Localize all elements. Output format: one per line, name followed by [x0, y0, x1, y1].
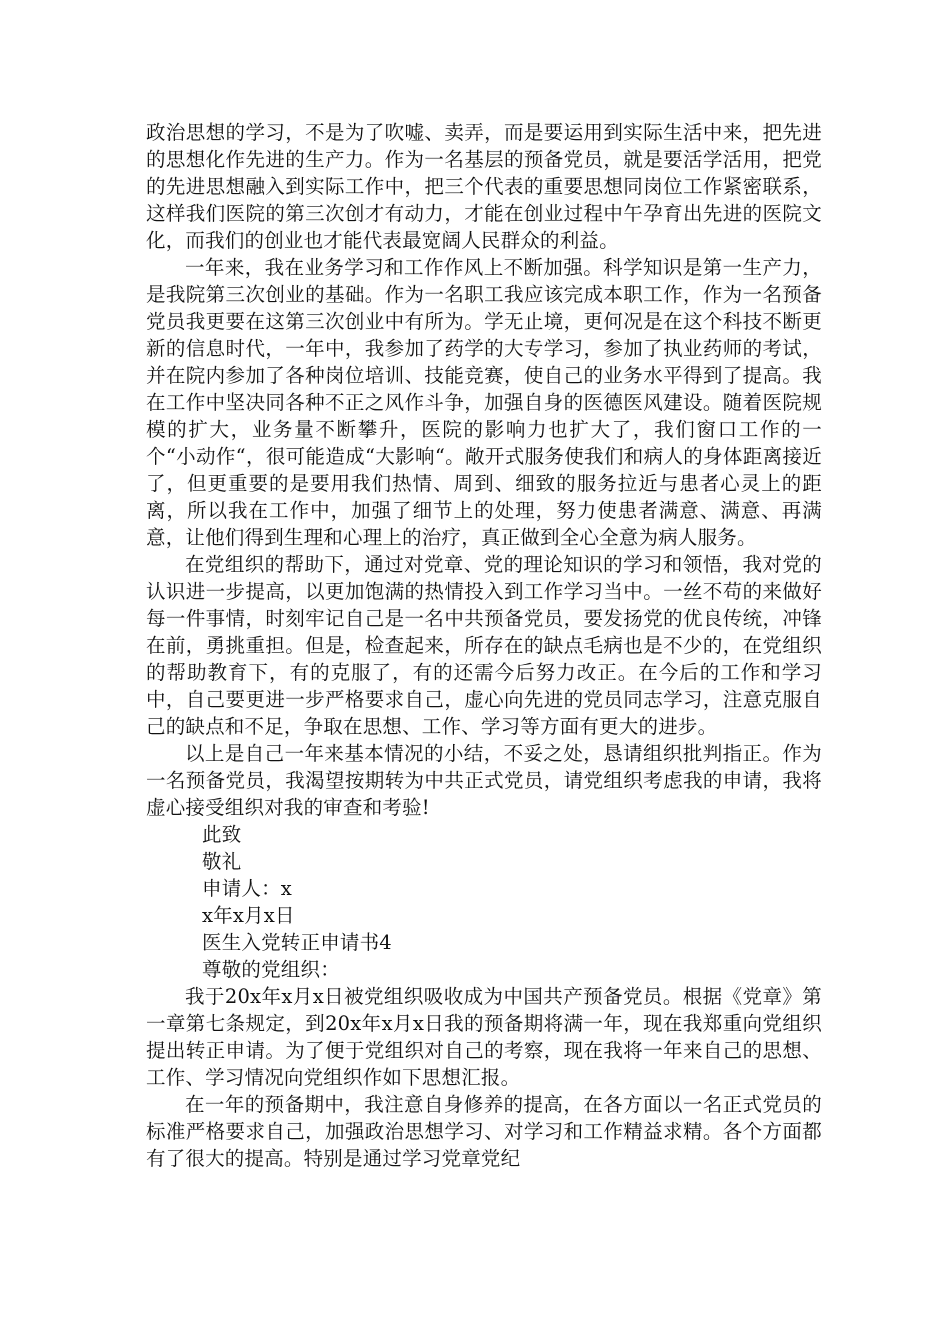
applicant-line: 申请人：x — [202, 877, 292, 900]
paragraph-political-study: 政治思想的学习，不是为了吹嘘、卖弄，而是要运用到实际生活中来，把先进的思想化作先进的生产力。作为一名基层的预备党员，就是要活学活用，把党的先进思想融入到实际工作中，把三个代表的重要思想同岗位工作紧密联系，这样我们医院的第三次创才有动力，才能在创业过程中午孕育出先进的医院文化，而我们的创业也才能代表最宽阔人民群众的利益。 — [146, 121, 822, 252]
salutation: 尊敬的党组织： — [202, 958, 340, 981]
date-line: x年x月x日 — [202, 904, 295, 927]
paragraph-work-style: 一年来，我在业务学习和工作作风上不断加强。科学知识是第一生产力，是我院第三次创业的基础。作为一名职工我应该完成本职工作，作为一名预备党员我更要在这第三次创业中有所为。学无止境，更何况是在这个科技不断更新的信息时代，一年中，我参加了药学的大专学习，参加了执业药师的考试，并在院内参加了各种岗位培训、技能竞赛，使自己的业务水平得到了提高。我在工作中坚决同各种不正之风作斗争，加强自身的医德医风建设。随着医院规模的扩大，业务量不断攀升，医院的影响力也扩大了，我们窗口工作的一个“小动作“，很可能造成“大影响“。敞开式服务使我们和病人的身体距离接近了，但更重要的是要用我们热情、周到、细致的服务拉近与患者心灵上的距离，所以我在工作中，加强了细节上的处理，努力使患者满意、满意、再满意，让他们得到生理和心理上的治疗，真正做到全心全意为病人服务。 — [146, 256, 822, 549]
section-title: 医生入党转正申请书4 — [202, 931, 392, 954]
closing-salute: 敬礼 — [202, 850, 242, 873]
paragraph-probation-period: 在一年的预备期中，我注意自身修养的提高，在各方面以一名正式党员的标准严格要求自己，加强政治思想学习、对学习和工作精益求精。各个方面都有了很大的提高。特别是通过学习党章党纪 — [146, 1093, 822, 1170]
paragraph-party-understanding: 在党组织的帮助下，通过对党章、党的理论知识的学习和领悟，我对党的认识进一步提高，以更加饱满的热情投入到工作学习当中。一丝不苟的来做好每一件事情，时刻牢记自己是一名中共预备党员，要发扬党的优良传统，冲锋在前，勇挑重担。但是，检查起来，所存在的缺点毛病也是不少的，在党组织的帮助教育下，有的克服了，有的还需今后努力改正。在今后的工作和学习中，自己要更进一步严格要求自己，虚心向先进的党员同志学习，注意克服自己的缺点和不足，争取在思想、工作、学习等方面有更大的进步。 — [146, 553, 822, 738]
paragraph-application-intro: 我于20x年x月x日被党组织吸收成为中国共产预备党员。根据《党章》第一章第七条规定，到20x年x月x日我的预备期将满一年，现在我郑重向党组织提出转正申请。为了便于党组织对自己的考察，现在我将一年来自己的思想、工作、学习情况向党组织作如下思想汇报。 — [146, 985, 822, 1089]
document-body — [146, 119, 822, 1172]
paragraph-summary: 以上是自己一年来基本情况的小结，不妥之处，恳请组织批判指正。作为一名预备党员，我渴望按期转为中共正式党员，请党组织考虑我的申请，我将虚心接受组织对我的审查和考验! — [146, 742, 822, 819]
closing-regards: 此致 — [202, 823, 242, 846]
